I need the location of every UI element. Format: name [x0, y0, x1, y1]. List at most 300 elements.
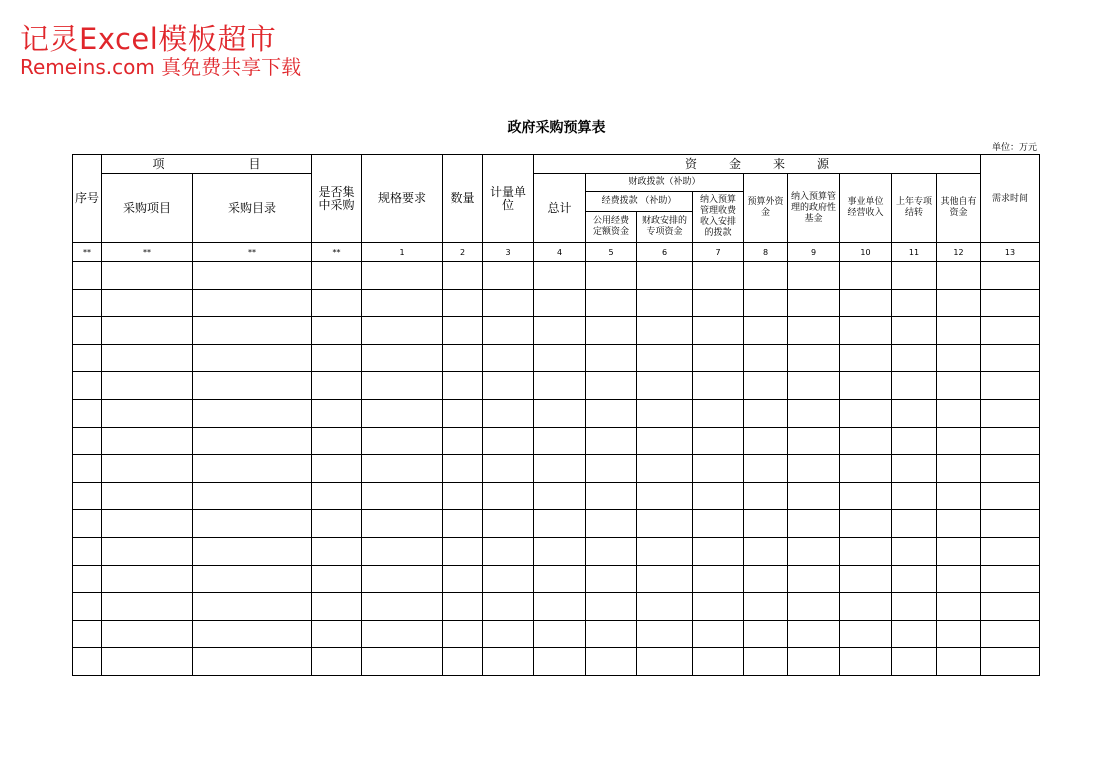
table-cell[interactable]	[193, 427, 312, 455]
table-cell[interactable]	[102, 427, 193, 455]
table-cell[interactable]	[693, 262, 744, 290]
table-cell[interactable]	[840, 317, 892, 345]
table-cell[interactable]	[534, 427, 586, 455]
table-cell[interactable]	[443, 565, 483, 593]
table-cell[interactable]	[443, 289, 483, 317]
table-cell[interactable]	[840, 593, 892, 621]
table-cell[interactable]	[102, 510, 193, 538]
table-cell[interactable]	[193, 537, 312, 565]
table-cell[interactable]	[193, 372, 312, 400]
table-cell[interactable]	[788, 620, 840, 648]
table-cell[interactable]	[193, 289, 312, 317]
table-cell[interactable]	[788, 289, 840, 317]
table-cell[interactable]	[586, 455, 637, 483]
table-cell[interactable]	[312, 537, 362, 565]
table-cell[interactable]	[744, 648, 788, 676]
table-cell[interactable]	[102, 344, 193, 372]
table-cell[interactable]	[892, 317, 937, 345]
table-cell[interactable]	[362, 510, 443, 538]
table-cell[interactable]	[937, 510, 981, 538]
table-cell[interactable]	[102, 455, 193, 483]
table-cell[interactable]	[312, 482, 362, 510]
table-cell[interactable]	[892, 289, 937, 317]
table-cell[interactable]	[744, 537, 788, 565]
table-cell[interactable]	[892, 427, 937, 455]
table-cell[interactable]	[637, 537, 693, 565]
table-cell[interactable]	[102, 289, 193, 317]
table-cell[interactable]	[443, 344, 483, 372]
table-cell[interactable]	[981, 262, 1040, 290]
table-cell[interactable]	[744, 344, 788, 372]
column-code: 11	[892, 243, 937, 262]
table-cell[interactable]	[483, 455, 534, 483]
table-cell[interactable]	[73, 344, 102, 372]
table-cell[interactable]	[73, 289, 102, 317]
header-special: 财政安排的专项资金	[637, 212, 693, 243]
table-cell[interactable]	[312, 510, 362, 538]
table-cell[interactable]	[102, 648, 193, 676]
table-cell[interactable]	[102, 537, 193, 565]
table-row	[73, 399, 1040, 427]
table-cell[interactable]	[788, 510, 840, 538]
table-cell[interactable]	[744, 593, 788, 621]
table-cell[interactable]	[892, 537, 937, 565]
table-cell[interactable]	[102, 565, 193, 593]
column-code: 5	[586, 243, 637, 262]
table-row	[73, 593, 1040, 621]
header-qty: 数量	[443, 155, 483, 243]
table-cell[interactable]	[73, 372, 102, 400]
table-cell[interactable]	[840, 565, 892, 593]
header-item-group	[102, 155, 312, 174]
table-cell[interactable]	[693, 620, 744, 648]
table-cell[interactable]	[892, 399, 937, 427]
table-cell[interactable]	[312, 262, 362, 290]
table-cell[interactable]	[637, 482, 693, 510]
table-cell[interactable]	[443, 317, 483, 345]
budget-table	[72, 154, 1040, 676]
table-cell[interactable]	[312, 455, 362, 483]
table-cell[interactable]	[443, 399, 483, 427]
table-cell[interactable]	[443, 455, 483, 483]
header-funds-b: 金	[728, 156, 741, 171]
table-cell[interactable]	[483, 262, 534, 290]
table-cell[interactable]	[483, 427, 534, 455]
table-cell[interactable]	[312, 593, 362, 621]
table-cell[interactable]	[534, 537, 586, 565]
table-cell[interactable]	[73, 455, 102, 483]
table-cell[interactable]	[312, 620, 362, 648]
table-cell[interactable]	[892, 593, 937, 621]
table-row	[73, 482, 1040, 510]
table-cell[interactable]	[534, 593, 586, 621]
table-cell[interactable]	[981, 399, 1040, 427]
table-cell[interactable]	[788, 317, 840, 345]
table-cell[interactable]	[102, 593, 193, 621]
table-cell[interactable]	[788, 482, 840, 510]
header-seq: 序号	[73, 155, 102, 243]
header-item-group-b: 目	[248, 156, 261, 171]
unit-label: 单位：万元	[991, 143, 1037, 153]
table-cell[interactable]	[193, 399, 312, 427]
table-cell[interactable]	[534, 648, 586, 676]
table-cell[interactable]	[637, 399, 693, 427]
table-cell[interactable]	[981, 427, 1040, 455]
table-cell[interactable]	[637, 262, 693, 290]
table-cell[interactable]	[693, 399, 744, 427]
table-cell[interactable]	[981, 648, 1040, 676]
table-cell[interactable]	[483, 399, 534, 427]
table-cell[interactable]	[443, 510, 483, 538]
table-row	[73, 510, 1040, 538]
column-code: 13	[981, 243, 1040, 262]
header-fiscal: 财政拨款（补助）	[586, 174, 744, 192]
table-cell[interactable]	[586, 510, 637, 538]
table-cell[interactable]	[534, 317, 586, 345]
table-cell[interactable]	[693, 593, 744, 621]
header-gov-fund: 纳入预算管理的政府性基金	[788, 174, 840, 243]
table-cell[interactable]	[892, 372, 937, 400]
table-cell[interactable]	[586, 565, 637, 593]
table-cell[interactable]	[744, 427, 788, 455]
table-cell[interactable]	[362, 565, 443, 593]
table-cell[interactable]	[937, 344, 981, 372]
column-code: 4	[534, 243, 586, 262]
table-cell[interactable]	[362, 537, 443, 565]
table-cell[interactable]	[892, 565, 937, 593]
table-cell[interactable]	[788, 648, 840, 676]
table-cell[interactable]	[637, 455, 693, 483]
table-cell[interactable]	[892, 620, 937, 648]
table-cell[interactable]	[937, 455, 981, 483]
table-cell[interactable]	[586, 537, 637, 565]
table-cell[interactable]	[362, 593, 443, 621]
table-cell[interactable]	[73, 648, 102, 676]
table-cell[interactable]	[637, 648, 693, 676]
table-cell[interactable]	[586, 372, 637, 400]
table-cell[interactable]	[788, 344, 840, 372]
table-cell[interactable]	[443, 648, 483, 676]
column-code: 10	[840, 243, 892, 262]
column-code: **	[73, 243, 102, 262]
table-row	[73, 620, 1040, 648]
table-cell[interactable]	[744, 289, 788, 317]
table-cell[interactable]	[73, 510, 102, 538]
table-cell[interactable]	[693, 372, 744, 400]
table-cell[interactable]	[788, 565, 840, 593]
watermark-brand: 记灵Excel模板超市	[20, 22, 277, 56]
table-cell[interactable]	[362, 620, 443, 648]
table-cell[interactable]	[840, 537, 892, 565]
table-cell[interactable]	[637, 289, 693, 317]
table-cell[interactable]	[586, 399, 637, 427]
table-cell[interactable]	[73, 565, 102, 593]
table-cell[interactable]	[840, 427, 892, 455]
table-cell[interactable]	[483, 565, 534, 593]
table-cell[interactable]	[788, 537, 840, 565]
table-cell[interactable]	[362, 427, 443, 455]
table-cell[interactable]	[693, 427, 744, 455]
table-cell[interactable]	[193, 262, 312, 290]
table-cell[interactable]	[483, 317, 534, 345]
table-cell[interactable]	[744, 482, 788, 510]
column-code: **	[193, 243, 312, 262]
table-cell[interactable]	[744, 455, 788, 483]
table-cell[interactable]	[981, 565, 1040, 593]
table-cell[interactable]	[534, 482, 586, 510]
table-row	[73, 455, 1040, 483]
table-cell[interactable]	[534, 372, 586, 400]
table-cell[interactable]	[693, 289, 744, 317]
table-cell[interactable]	[193, 648, 312, 676]
table-cell[interactable]	[788, 427, 840, 455]
table-cell[interactable]	[193, 482, 312, 510]
table-cell[interactable]	[102, 482, 193, 510]
table-cell[interactable]	[937, 317, 981, 345]
header-funds-source	[534, 155, 981, 174]
table-cell[interactable]	[483, 372, 534, 400]
table-cell[interactable]	[937, 427, 981, 455]
table-row	[73, 289, 1040, 317]
table-cell[interactable]	[981, 289, 1040, 317]
table-cell[interactable]	[937, 537, 981, 565]
table-cell[interactable]	[586, 427, 637, 455]
table-cell[interactable]	[312, 565, 362, 593]
table-cell[interactable]	[637, 317, 693, 345]
column-code: 9	[788, 243, 840, 262]
table-cell[interactable]	[534, 455, 586, 483]
table-cell[interactable]	[362, 289, 443, 317]
table-cell[interactable]	[937, 593, 981, 621]
table-cell[interactable]	[937, 620, 981, 648]
table-cell[interactable]	[981, 510, 1040, 538]
header-demand-time: 需求时间	[981, 155, 1040, 243]
table-cell[interactable]	[362, 344, 443, 372]
table-cell[interactable]	[102, 262, 193, 290]
table-cell[interactable]	[693, 317, 744, 345]
table-cell[interactable]	[693, 537, 744, 565]
table-cell[interactable]	[534, 565, 586, 593]
table-cell[interactable]	[443, 262, 483, 290]
header-unit-measure: 计量单位	[483, 155, 534, 243]
table-cell[interactable]	[744, 565, 788, 593]
table-cell[interactable]	[892, 455, 937, 483]
table-cell[interactable]	[937, 262, 981, 290]
table-cell[interactable]	[840, 620, 892, 648]
table-cell[interactable]	[73, 399, 102, 427]
table-cell[interactable]	[693, 344, 744, 372]
table-cell[interactable]	[362, 482, 443, 510]
table-cell[interactable]	[840, 482, 892, 510]
header-total: 总计	[534, 174, 586, 243]
table-cell[interactable]	[362, 648, 443, 676]
table-cell[interactable]	[483, 593, 534, 621]
table-cell[interactable]	[586, 593, 637, 621]
table-cell[interactable]	[981, 593, 1040, 621]
header-funds-c: 来	[773, 156, 786, 171]
table-cell[interactable]	[312, 289, 362, 317]
table-cell[interactable]	[534, 620, 586, 648]
table-cell[interactable]	[744, 317, 788, 345]
table-cell[interactable]	[73, 427, 102, 455]
table-cell[interactable]	[840, 289, 892, 317]
header-centralized: 是否集中采购	[312, 155, 362, 243]
table-cell[interactable]	[586, 648, 637, 676]
table-cell[interactable]	[693, 482, 744, 510]
table-cell[interactable]	[840, 510, 892, 538]
table-cell[interactable]	[362, 455, 443, 483]
table-cell[interactable]	[193, 317, 312, 345]
table-cell[interactable]	[788, 262, 840, 290]
table-cell[interactable]	[840, 372, 892, 400]
table-cell[interactable]	[534, 289, 586, 317]
table-row	[73, 344, 1040, 372]
table-cell[interactable]	[586, 344, 637, 372]
table-cell[interactable]	[73, 317, 102, 345]
table-cell[interactable]	[937, 399, 981, 427]
page-title: 政府采购预算表	[507, 120, 606, 136]
table-cell[interactable]	[586, 262, 637, 290]
table-cell[interactable]	[73, 620, 102, 648]
table-cell[interactable]	[981, 482, 1040, 510]
table-cell[interactable]	[102, 399, 193, 427]
table-cell[interactable]	[312, 399, 362, 427]
table-cell[interactable]	[362, 399, 443, 427]
table-cell[interactable]	[981, 344, 1040, 372]
table-cell[interactable]	[483, 537, 534, 565]
table-cell[interactable]	[981, 537, 1040, 565]
table-cell[interactable]	[312, 648, 362, 676]
table-cell[interactable]	[637, 620, 693, 648]
table-cell[interactable]	[693, 565, 744, 593]
table-cell[interactable]	[981, 317, 1040, 345]
table-cell[interactable]	[443, 593, 483, 621]
table-cell[interactable]	[193, 565, 312, 593]
column-code-row	[73, 243, 1040, 262]
table-cell[interactable]	[788, 593, 840, 621]
table-cell[interactable]	[892, 262, 937, 290]
table-cell[interactable]	[193, 593, 312, 621]
header-carryover: 上年专项结转	[892, 174, 937, 243]
table-cell[interactable]	[840, 344, 892, 372]
table-cell[interactable]	[443, 482, 483, 510]
table-cell[interactable]	[937, 372, 981, 400]
table-cell[interactable]	[892, 510, 937, 538]
table-cell[interactable]	[981, 620, 1040, 648]
table-cell[interactable]	[637, 593, 693, 621]
table-cell[interactable]	[981, 455, 1040, 483]
table-row	[73, 262, 1040, 290]
table-cell[interactable]	[483, 344, 534, 372]
table-cell[interactable]	[693, 510, 744, 538]
table-cell[interactable]	[483, 510, 534, 538]
table-cell[interactable]	[744, 510, 788, 538]
table-cell[interactable]	[937, 482, 981, 510]
table-cell[interactable]	[637, 565, 693, 593]
table-cell[interactable]	[744, 262, 788, 290]
table-cell[interactable]	[937, 289, 981, 317]
table-cell[interactable]	[788, 372, 840, 400]
table-cell[interactable]	[312, 317, 362, 345]
table-cell[interactable]	[362, 317, 443, 345]
table-cell[interactable]	[693, 455, 744, 483]
column-code: 8	[744, 243, 788, 262]
column-code: **	[102, 243, 193, 262]
table-cell[interactable]	[586, 289, 637, 317]
table-cell[interactable]	[637, 344, 693, 372]
table-cell[interactable]	[193, 620, 312, 648]
table-cell[interactable]	[534, 399, 586, 427]
table-row	[73, 372, 1040, 400]
table-cell[interactable]	[637, 427, 693, 455]
table-cell[interactable]	[981, 372, 1040, 400]
table-cell[interactable]	[73, 262, 102, 290]
table-cell[interactable]	[362, 262, 443, 290]
header-spec: 规格要求	[362, 155, 443, 243]
table-cell[interactable]	[892, 482, 937, 510]
header-funds-d: 源	[817, 156, 830, 171]
table-cell[interactable]	[443, 372, 483, 400]
table-cell[interactable]	[362, 372, 443, 400]
table-cell[interactable]	[483, 482, 534, 510]
table-cell[interactable]	[534, 510, 586, 538]
table-cell[interactable]	[693, 648, 744, 676]
table-cell[interactable]	[892, 648, 937, 676]
table-cell[interactable]	[483, 648, 534, 676]
table-cell[interactable]	[102, 620, 193, 648]
table-cell[interactable]	[193, 455, 312, 483]
table-cell[interactable]	[534, 262, 586, 290]
table-cell[interactable]	[443, 620, 483, 648]
table-cell[interactable]	[73, 537, 102, 565]
table-cell[interactable]	[840, 455, 892, 483]
table-cell[interactable]	[586, 317, 637, 345]
table-cell[interactable]	[637, 510, 693, 538]
table-cell[interactable]	[788, 399, 840, 427]
table-cell[interactable]	[483, 620, 534, 648]
table-cell[interactable]	[483, 289, 534, 317]
column-code: 3	[483, 243, 534, 262]
table-cell[interactable]	[193, 344, 312, 372]
table-cell[interactable]	[73, 593, 102, 621]
table-cell[interactable]	[586, 482, 637, 510]
table-cell[interactable]	[312, 344, 362, 372]
table-cell[interactable]	[892, 344, 937, 372]
table-cell[interactable]	[443, 427, 483, 455]
table-cell[interactable]	[312, 372, 362, 400]
table-cell[interactable]	[937, 565, 981, 593]
table-cell[interactable]	[102, 317, 193, 345]
table-cell[interactable]	[312, 427, 362, 455]
table-cell[interactable]	[744, 372, 788, 400]
table-cell[interactable]	[788, 455, 840, 483]
table-cell[interactable]	[744, 399, 788, 427]
table-cell[interactable]	[534, 344, 586, 372]
table-cell[interactable]	[443, 537, 483, 565]
table-cell[interactable]	[744, 620, 788, 648]
table-cell[interactable]	[637, 372, 693, 400]
table-cell[interactable]	[586, 620, 637, 648]
table-cell[interactable]	[840, 399, 892, 427]
table-cell[interactable]	[73, 482, 102, 510]
table-cell[interactable]	[193, 510, 312, 538]
column-code: 6	[637, 243, 693, 262]
table-cell[interactable]	[102, 372, 193, 400]
table-cell[interactable]	[840, 648, 892, 676]
header-expense: 经费拨款 （补助）	[586, 192, 693, 212]
table-cell[interactable]	[840, 262, 892, 290]
table-cell[interactable]	[937, 648, 981, 676]
